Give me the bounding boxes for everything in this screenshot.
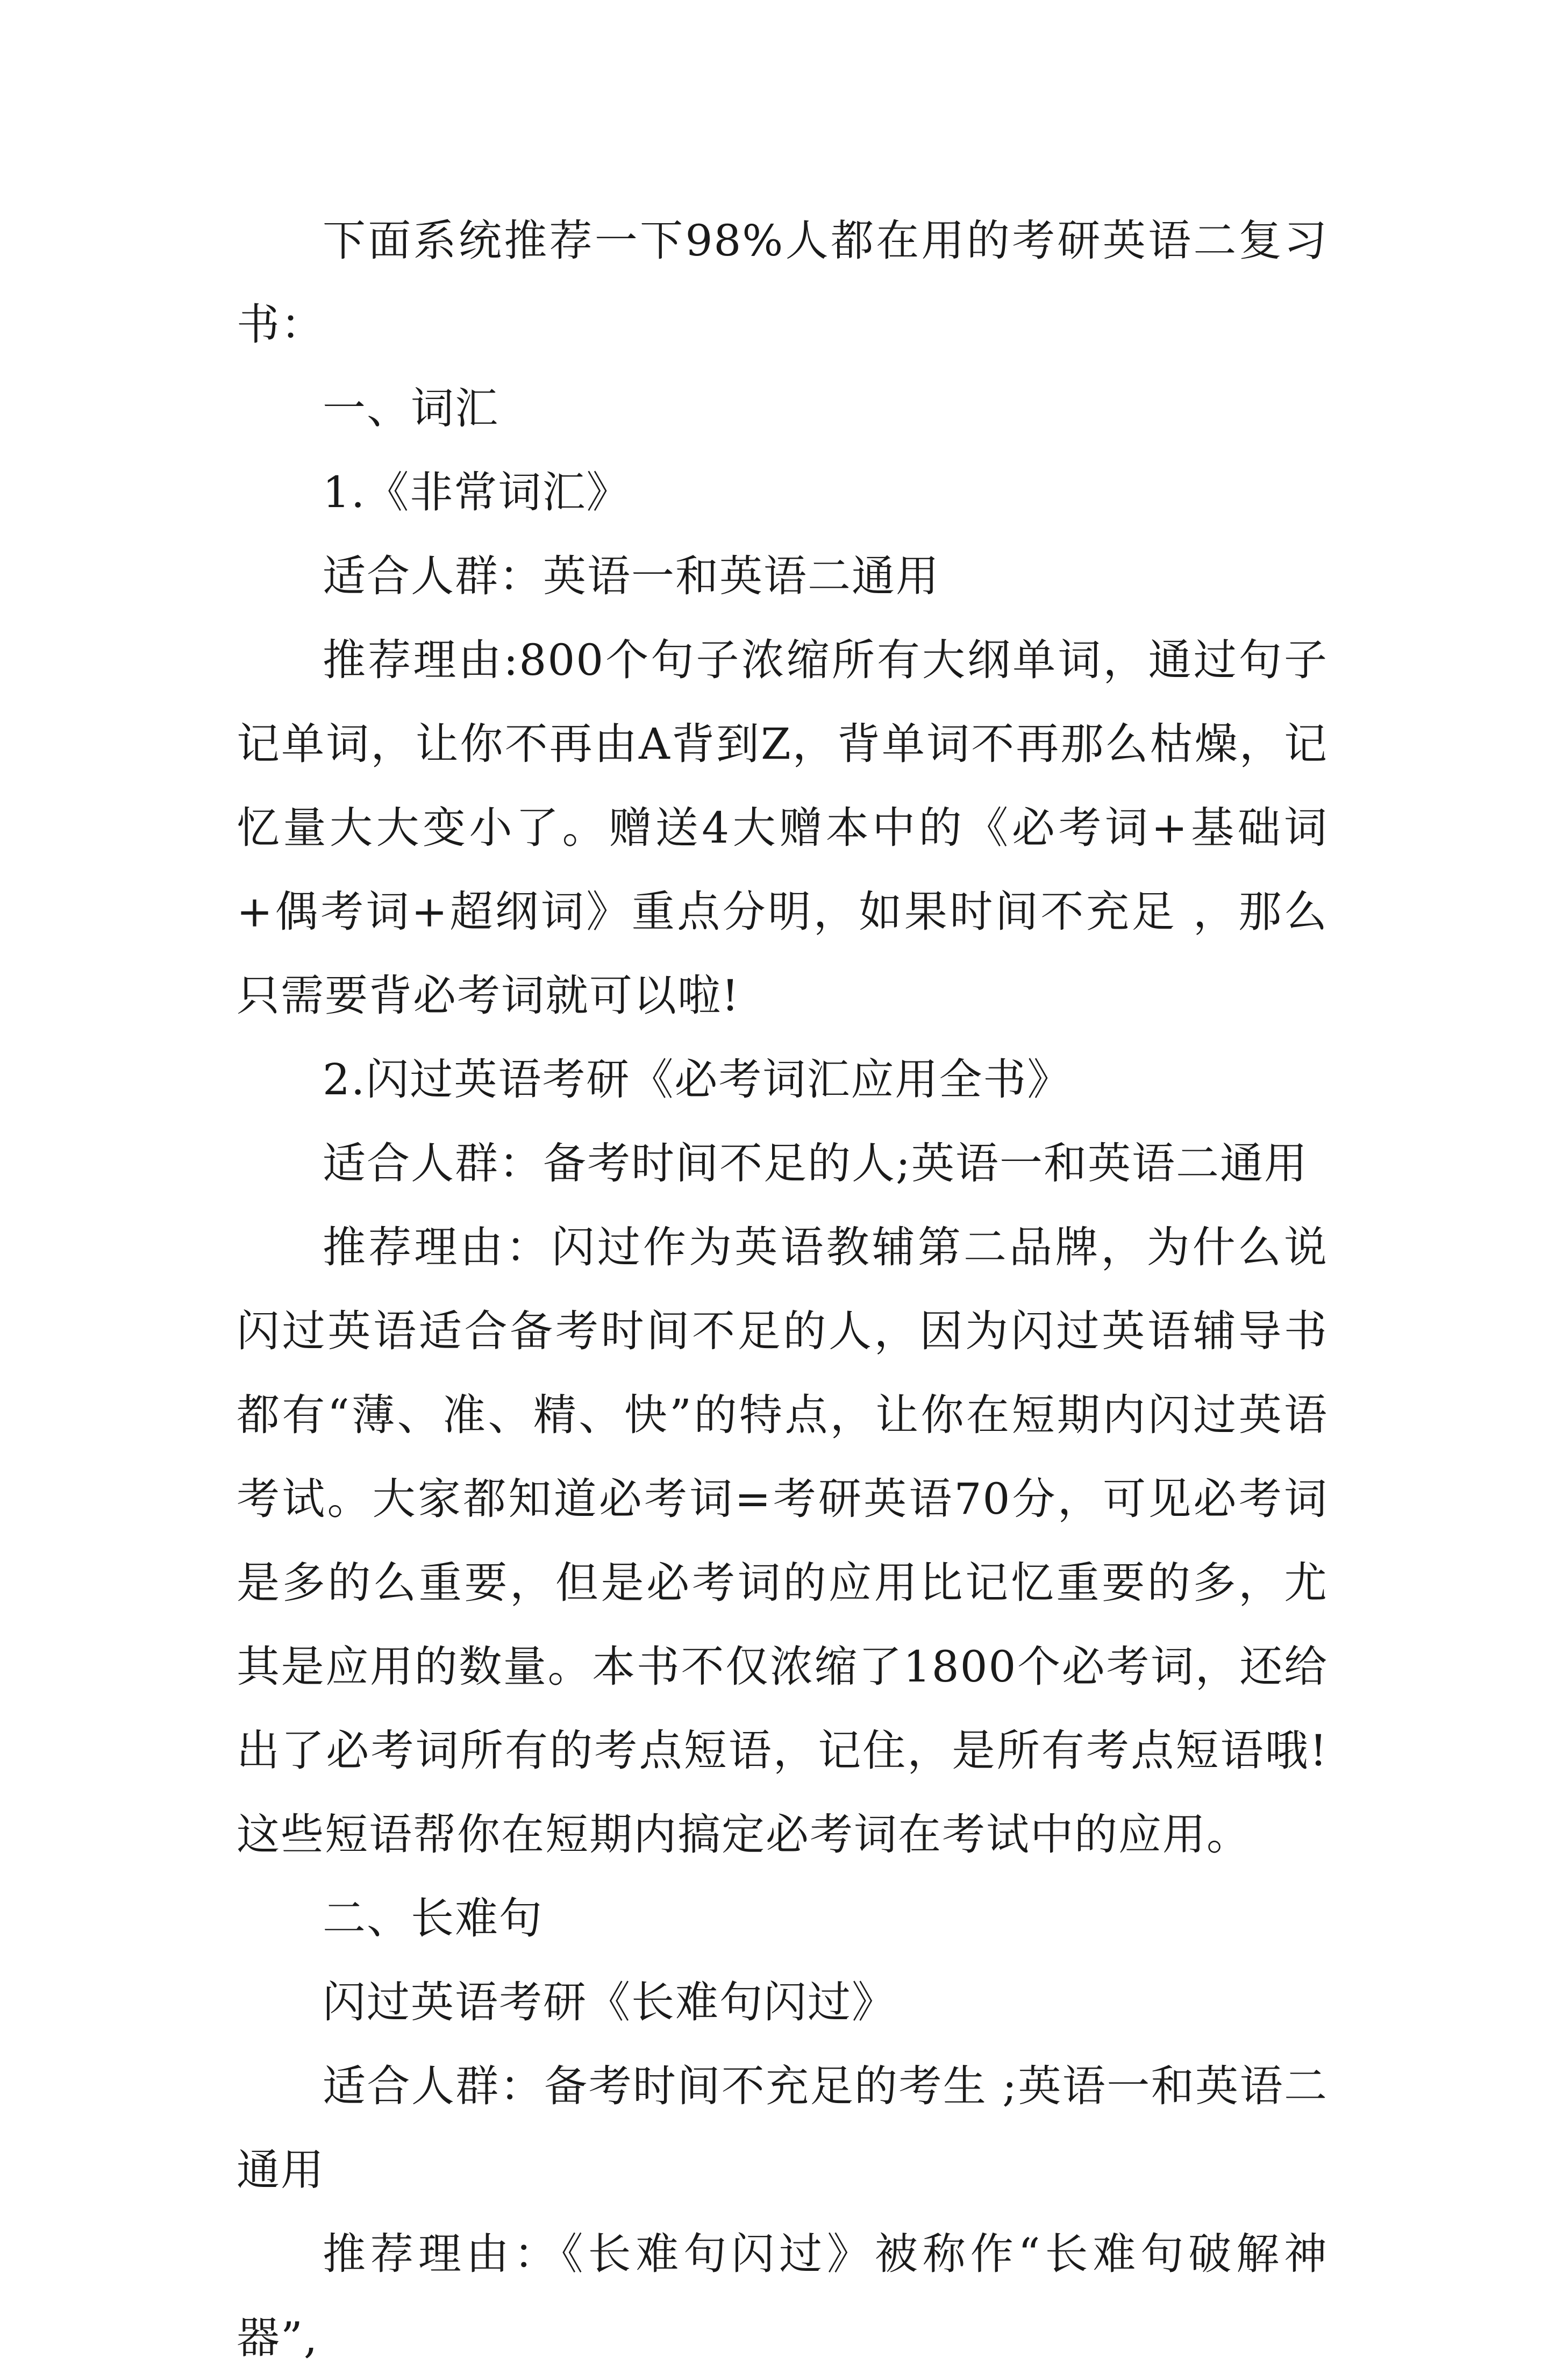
- book-title-3: 闪过英语考研《长难句闪过》: [323, 1977, 896, 2027]
- book-2-audience: 适合人群：备考时间不足的人;英语一和英语二通用: [323, 1138, 1308, 1188]
- book-3-reason: 推荐理由：《长难句闪过》被称作“长难句破解神器”,: [237, 2229, 1328, 2363]
- book-title-2: 2.闪过英语考研《必考词汇应用全书》: [323, 1054, 1072, 1105]
- section-heading-vocabulary: 一、词汇: [323, 383, 499, 433]
- book-3-audience: 适合人群：备考时间不充足的考生 ;英语一和英语二通用: [237, 2061, 1328, 2195]
- section-heading-long-sentences: 二、长难句: [323, 1893, 543, 1943]
- book-2-reason: 推荐理由：闪过作为英语教辅第二品牌，为什么说闪过英语适合备考时间不足的人，因为闪过英语辅导书都有“薄、准、精、快”的特点，让你在短期内闪过英语考试。大家都知道必考词=考研英语70分，可见必考词是多的么重要，但是必考词的应用比记忆重要的多，尤其是应用的数量。本书不仅浓缩了1800个必考词，还给出了必考词所有的考点短语，记住，是所有考点短语哦!这些短语帮你在短期内搞定必考词在考试中的应用。: [237, 1222, 1328, 1859]
- book-title-1: 1.《非常词汇》: [323, 467, 631, 517]
- intro-paragraph: 下面系统推荐一下98%人都在用的考研英语二复习书：: [237, 216, 1328, 350]
- book-1-audience: 适合人群：英语一和英语二通用: [323, 551, 940, 601]
- book-1-reason: 推荐理由:800个句子浓缩所有大纲单词，通过句子记单词，让你不再由A背到Z，背单词不再那么枯燥，记忆量大大变小了。赠送4大赠本中的《必考词+基础词+偶考词+超纲词》重点分明，如果时间不充足 ，那么只需要背必考词就可以啦!: [237, 635, 1328, 1021]
- document-body: [237, 199, 1328, 2380]
